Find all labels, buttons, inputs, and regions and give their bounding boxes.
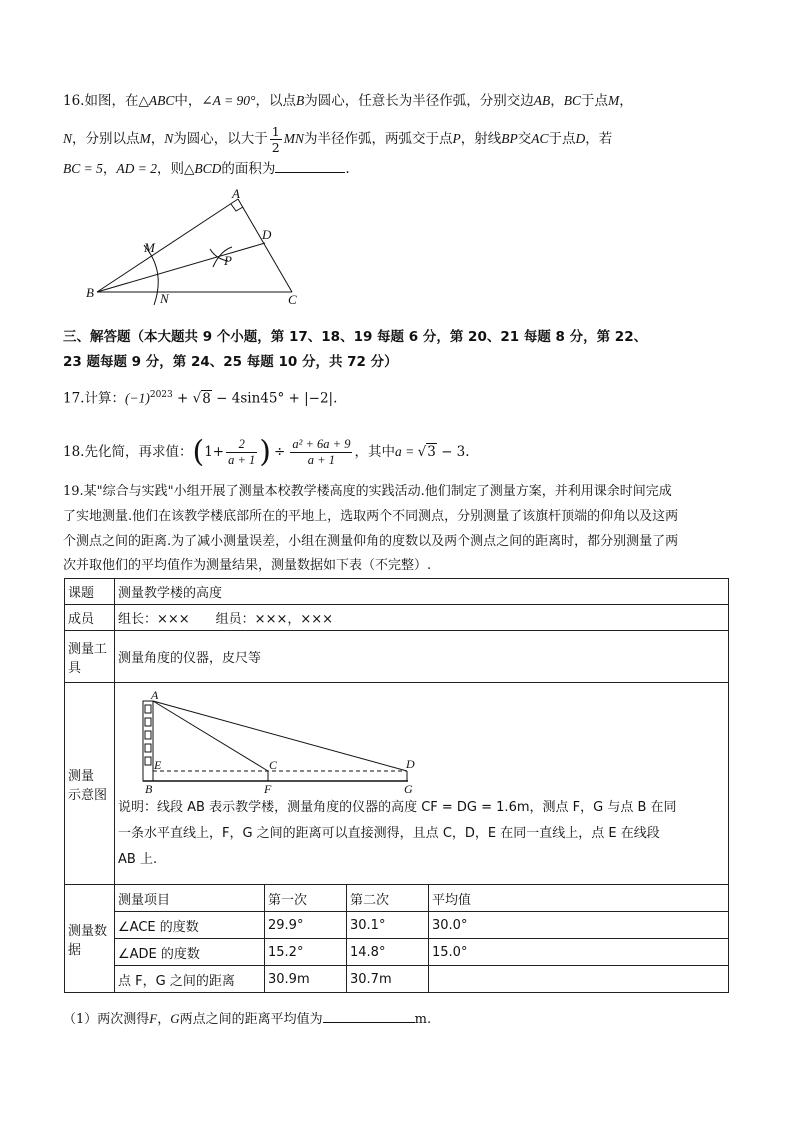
table-row xyxy=(65,579,729,605)
cell-header-topic: 课题 xyxy=(65,579,115,605)
q16-text: 中， xyxy=(174,93,202,109)
cell-header-diagram: 测量 示意图 xyxy=(65,683,115,885)
paren-open: ( xyxy=(192,434,205,470)
math-p: P xyxy=(452,131,461,146)
q16-text: ， xyxy=(150,131,165,147)
cell-members: 组长：××× 组员：×××，××× xyxy=(115,605,729,631)
label-a: A xyxy=(151,688,159,702)
math-n: N xyxy=(164,131,174,146)
table-cell: 15.2° xyxy=(265,939,347,966)
math-m: M xyxy=(607,93,620,108)
math-mn: MN xyxy=(283,131,304,146)
q16-line-1 xyxy=(63,91,633,111)
section-3-header-line-2: 23 题每题 9 分，第 24、25 每题 10 分，共 72 分） xyxy=(63,354,398,370)
diagram-note-1: 说明：线段 AB 表示教学楼，测量角度的仪器的高度 CF = DG = 1.6m，测点 F，G 与点 B 在同 xyxy=(118,800,677,815)
cell-header-data: 测量数据 xyxy=(65,885,115,993)
building-window xyxy=(145,757,151,765)
q19-sub-1 xyxy=(63,1008,431,1030)
math-bc: BC xyxy=(563,93,581,108)
table-cell: 29.9° xyxy=(265,912,347,939)
q16-line-3 xyxy=(63,158,350,179)
q16-text: ，分别以点 xyxy=(72,131,140,147)
col-header-first: 第一次 xyxy=(265,885,347,912)
label-n: N xyxy=(160,291,169,306)
q19-para-2: 了实地测量.他们在该教学楼底部所在的平地上，选取两个不同测点，分别测量了该旗杆顶端的仰角以及这两 xyxy=(63,509,679,524)
math-sqrt-3: 3 xyxy=(427,444,436,460)
q16-text: 于点 xyxy=(580,93,608,109)
q16-text: ，若 xyxy=(585,131,613,147)
building-window xyxy=(145,731,151,739)
table-row xyxy=(65,631,729,683)
frac-num: 2 xyxy=(226,437,257,453)
q19-para-4: 次并取他们的平均值作为测量结果，测量数据如下表（不完整）. xyxy=(63,558,432,573)
label-p: P xyxy=(224,253,232,268)
table-cell: 30.1° xyxy=(347,912,429,939)
label-d: D xyxy=(406,757,415,771)
table-row xyxy=(65,912,729,939)
q17-end: . xyxy=(333,390,338,407)
cell-header-tools: 测量工具 xyxy=(65,631,115,683)
q18-line xyxy=(63,434,470,470)
math-f: F xyxy=(149,1011,158,1026)
building-window xyxy=(145,744,151,752)
line-ac xyxy=(153,701,268,771)
col-header-average: 平均值 xyxy=(429,885,729,912)
math-a-eq: a = xyxy=(394,444,418,459)
side-ac xyxy=(238,199,292,292)
q16-text: ，射线 xyxy=(460,131,502,147)
q16-text: 于点 xyxy=(548,131,576,147)
math-ab: AB xyxy=(533,93,551,108)
math-exponent: 2023 xyxy=(149,390,173,400)
table-cell: 14.8° xyxy=(347,939,429,966)
label-b: B xyxy=(86,285,94,300)
ray-bd xyxy=(97,243,265,292)
math-one-plus: 1+ xyxy=(204,444,225,460)
frac-den: 2 xyxy=(271,140,280,155)
table-cell: ∠ADE 的度数 xyxy=(115,939,265,966)
q16-text: . xyxy=(345,161,350,177)
label-a: A xyxy=(232,187,240,201)
q16-text: 的面积为 xyxy=(221,161,276,177)
sub1-text: ， xyxy=(157,1012,171,1027)
q16-figure xyxy=(82,187,312,307)
math-triangle-bcd: △BCD xyxy=(183,161,222,176)
math-ac: AC xyxy=(531,131,549,146)
q18-end: . xyxy=(465,444,470,460)
label-c: C xyxy=(288,292,297,307)
q16-text: ，则 xyxy=(156,161,184,177)
label-e: E xyxy=(154,758,162,772)
diagram-note-2: 一条水平直线上，F，G 之间的距离可以直接测得，且点 C，D，E 在同一直线上，点 E 在线段 xyxy=(118,826,660,841)
label-d: D xyxy=(262,227,272,242)
table-cell xyxy=(429,966,729,993)
q16-text: 交 xyxy=(517,131,532,147)
label-b: B xyxy=(145,782,153,795)
q16-line-2 xyxy=(63,124,612,155)
fraction-poly xyxy=(290,437,352,468)
diagram-note-3: AB 上. xyxy=(118,852,158,867)
math-n: N xyxy=(63,131,73,146)
math-m: M xyxy=(139,131,151,146)
paren-close: ) xyxy=(259,434,272,470)
math-bp: BP xyxy=(501,131,518,146)
q17-prefix: 17.计算： xyxy=(63,390,125,407)
label-g: G xyxy=(404,782,413,795)
cell-topic: 测量教学楼的高度 xyxy=(115,579,729,605)
fraction-2-over-a1 xyxy=(226,437,257,468)
q16-text: 为圆心，任意长为半径作弧，分别交边 xyxy=(304,93,534,109)
q18-prefix: 18.先化简，再求值： xyxy=(63,444,193,460)
math-point-b: B xyxy=(295,93,305,108)
frac-num: 1 xyxy=(271,124,280,139)
math-d: D xyxy=(575,131,586,146)
building-window xyxy=(145,718,151,726)
math-bc-eq: BC = 5 xyxy=(63,161,103,176)
table-cell: 15.0° xyxy=(429,939,729,966)
table-cell: 点 F，G 之间的距离 xyxy=(115,966,265,993)
math-div: ÷ xyxy=(274,444,286,460)
q16-text: 16.如图，在 xyxy=(63,93,139,109)
cell-tools: 测量角度的仪器，皮尺等 xyxy=(115,631,729,683)
math-triangle-abc: △ABC xyxy=(138,93,175,108)
math-sqrt-symbol: √ xyxy=(417,444,427,460)
section-3-header-line-1: 三、解答题（本大题共 9 个小题，第 17、18、19 每题 6 分，第 20、21 每题 8 分，第 22、 xyxy=(63,329,648,345)
q18-mid: ，其中 xyxy=(354,444,395,460)
table-cell: 30.9m xyxy=(265,966,347,993)
math-ad-eq: AD = 2 xyxy=(116,161,157,176)
math-op: + xyxy=(172,390,193,407)
math-g: G xyxy=(170,1011,180,1026)
q19-para-1: 19.某"综合与实践"小组开展了测量本校教学楼高度的实践活动.他们制定了测量方案，并利用课余时间完成 xyxy=(63,484,672,499)
table-row xyxy=(65,885,729,912)
answer-blank[interactable] xyxy=(323,1008,415,1023)
table-row xyxy=(65,939,729,966)
math-angle-a: ∠A = 90° xyxy=(201,93,256,108)
sub1-end: m. xyxy=(414,1012,432,1027)
q16-text: ， xyxy=(102,161,117,177)
col-header-second: 第二次 xyxy=(347,885,429,912)
line-ad xyxy=(153,701,407,771)
sub1-text: 两点之间的距离平均值为 xyxy=(179,1012,323,1027)
math-base: (−1) xyxy=(124,390,150,406)
math-abs: |−2| xyxy=(304,390,334,407)
frac-den: a + 1 xyxy=(228,453,256,467)
label-c: C xyxy=(269,758,278,772)
table-row xyxy=(65,966,729,993)
label-f: F xyxy=(264,782,272,795)
q17-line xyxy=(63,385,337,409)
q16-text: ， xyxy=(619,93,633,109)
math-rest: − 4sin45° + xyxy=(211,390,305,407)
col-header-item: 测量项目 xyxy=(115,885,265,912)
label-m: M xyxy=(144,240,155,255)
measurement-table xyxy=(64,578,729,993)
cell-header-members: 成员 xyxy=(65,605,115,631)
q16-text: 为圆心，以大于 xyxy=(173,131,268,147)
q16-text: ， xyxy=(550,93,564,109)
table-row xyxy=(65,683,729,885)
q19-para-3: 个测点之间的距离.为了减小测量误差，小组在测量仰角的度数以及两个测点之间的距离时，都分别测量了两 xyxy=(63,534,679,549)
frac-num: a² + 6a + 9 xyxy=(292,437,351,451)
building-window xyxy=(145,705,151,713)
cell-diagram xyxy=(115,683,729,885)
table-cell: 30.7m xyxy=(347,966,429,993)
q16-text: ，以点 xyxy=(255,93,296,109)
math-minus-3: − 3 xyxy=(436,444,466,460)
answer-blank[interactable] xyxy=(275,158,345,173)
frac-den: a + 1 xyxy=(307,453,335,467)
table-cell: 30.0° xyxy=(429,912,729,939)
math-sqrt-symbol: √ xyxy=(192,390,202,407)
table-cell: ∠ACE 的度数 xyxy=(115,912,265,939)
q16-text: 为半径作弧，两弧交于点 xyxy=(303,131,453,147)
math-sqrt-8: 8 xyxy=(202,390,211,407)
side-ba xyxy=(97,199,238,292)
fraction-one-half xyxy=(270,124,282,155)
sub1-text: （1）两次测得 xyxy=(63,1012,150,1027)
table-row xyxy=(65,605,729,631)
measurement-diagram xyxy=(118,687,418,795)
